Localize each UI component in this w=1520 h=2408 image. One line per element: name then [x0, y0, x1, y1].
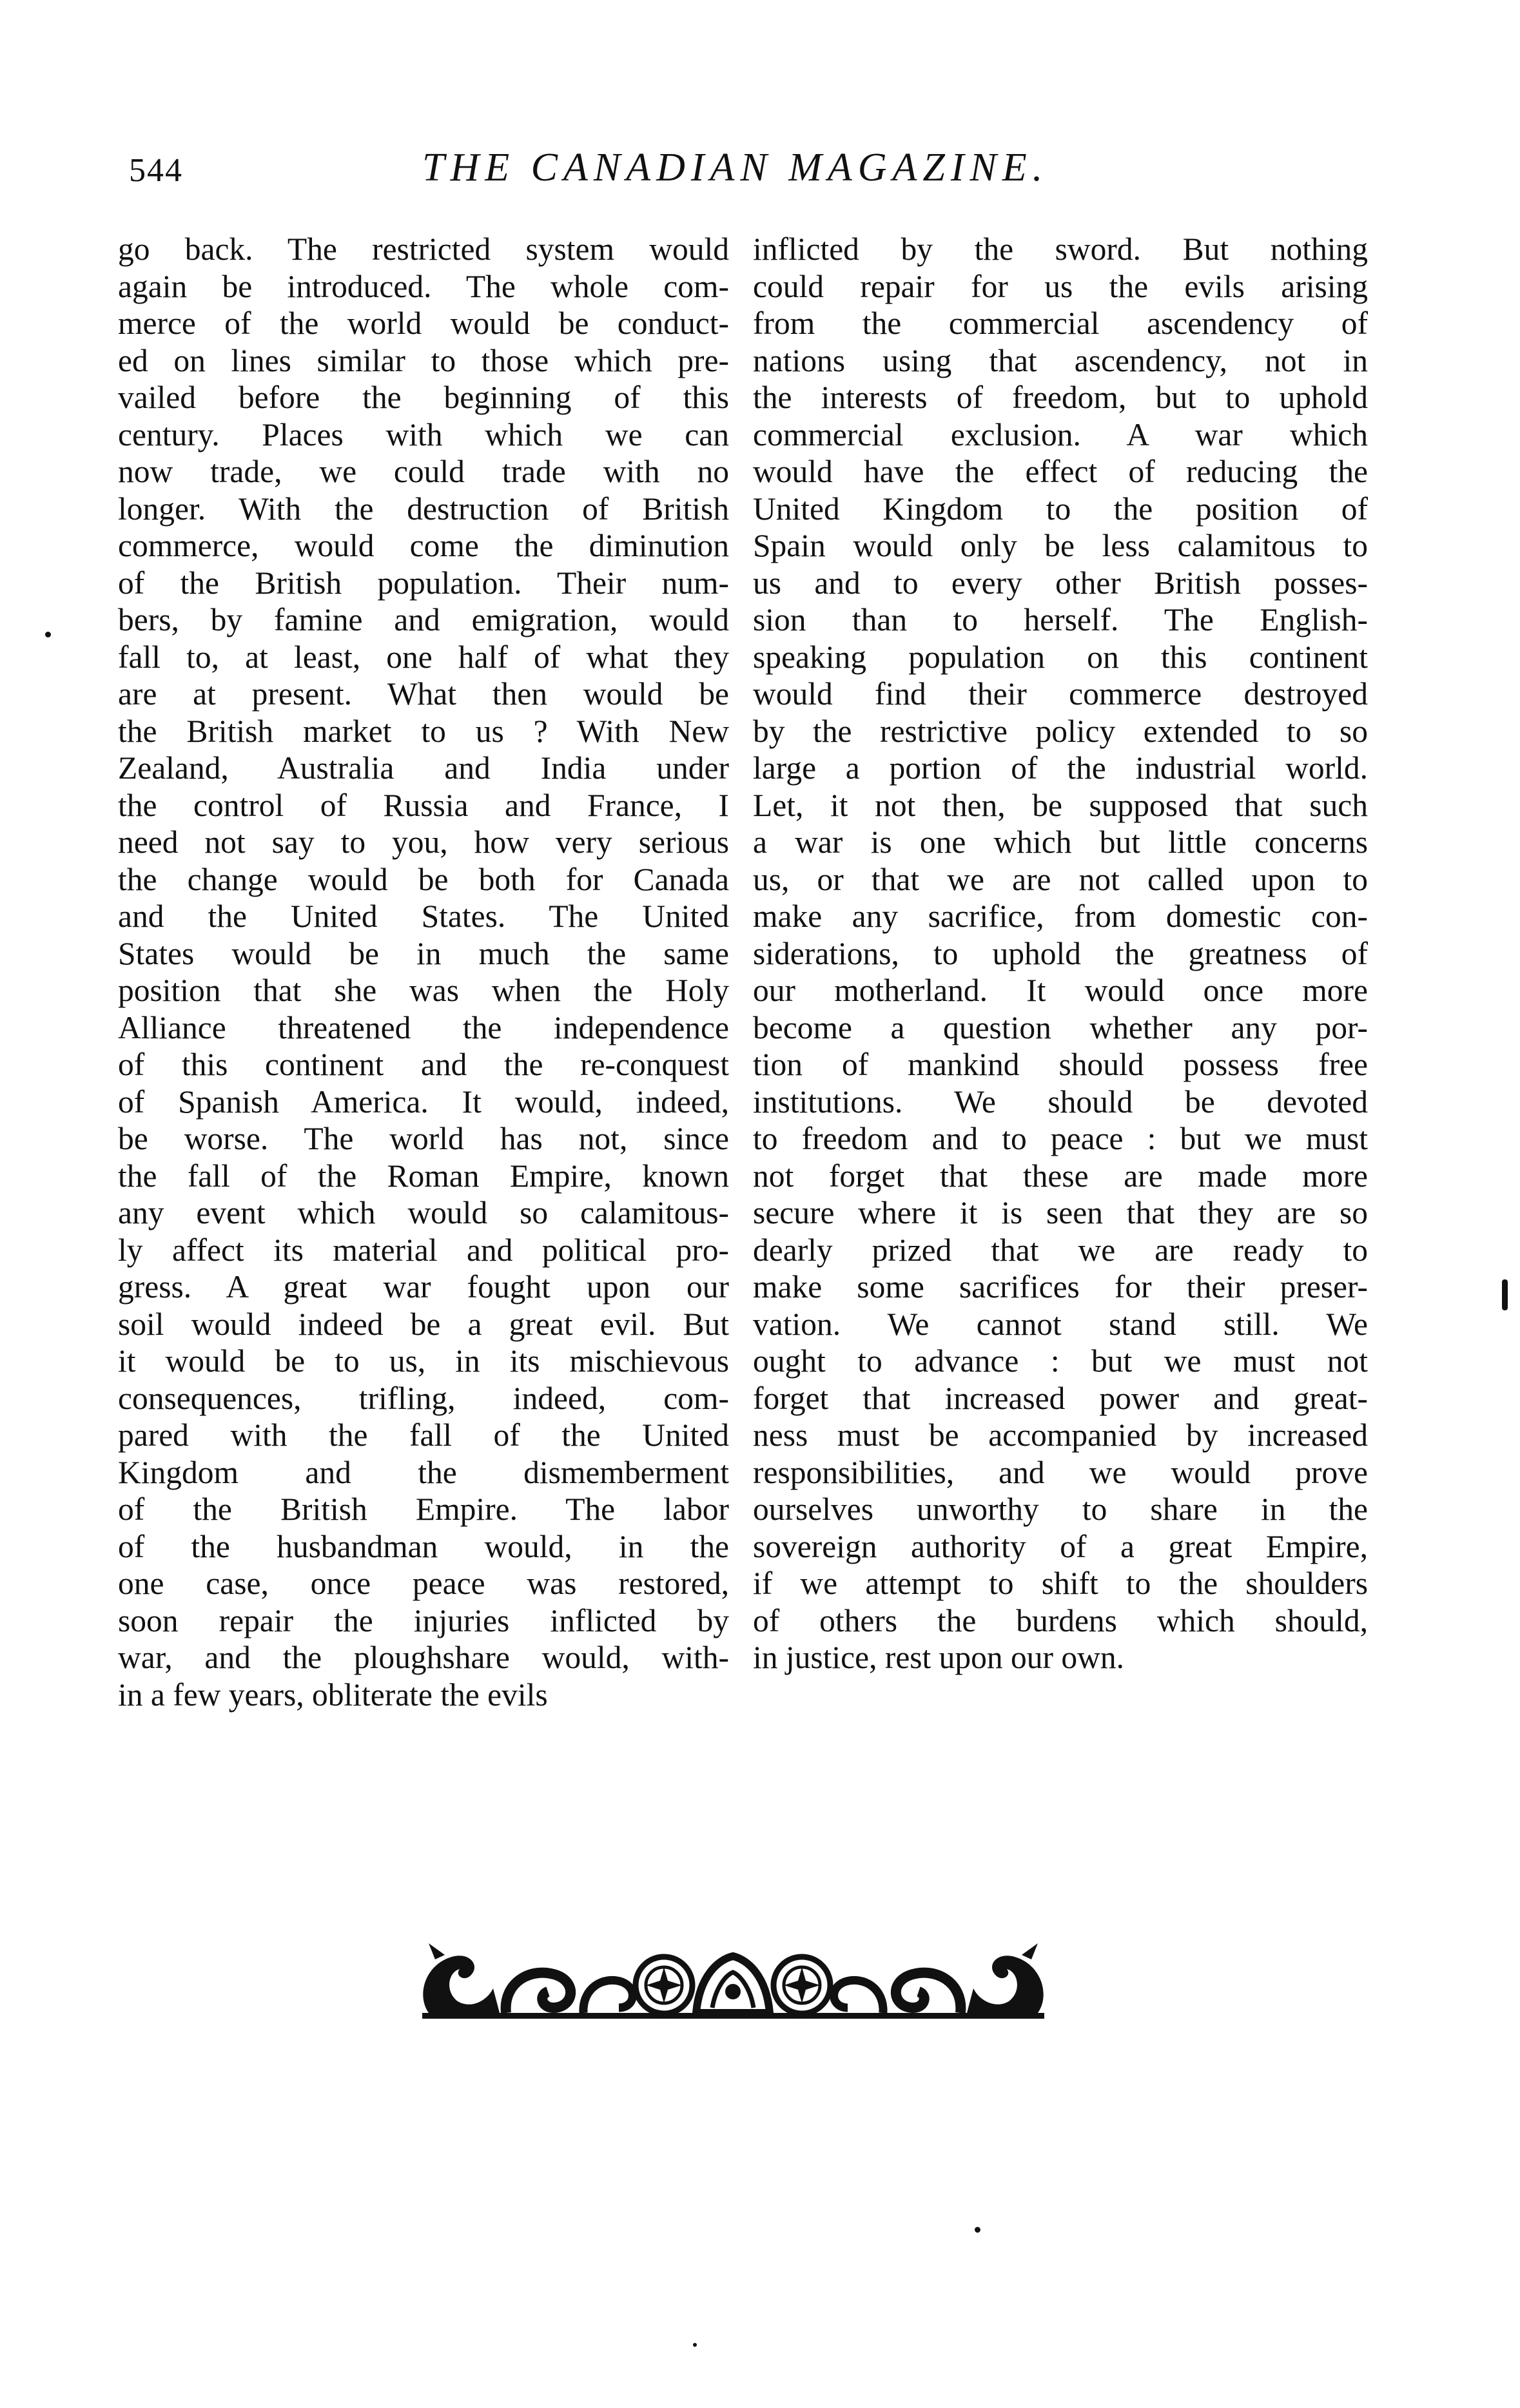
text-line: from the commercial ascendency of [753, 306, 1368, 341]
text-line: Spain would only be less calamitous to [753, 528, 1368, 563]
text-line: secure where it is seen that they are so [753, 1195, 1368, 1230]
text-line: in justice, rest upon our own. [753, 1640, 1125, 1675]
right-text-column [753, 231, 1368, 1676]
text-line: would have the effect of reducing the [753, 454, 1368, 489]
text-line: now trade, we could trade with no [118, 454, 729, 489]
text-line: ed on lines similar to those which pre- [118, 342, 729, 378]
text-line: sovereign authority of a great Empire, [753, 1528, 1368, 1564]
text-line: if we attempt to shift to the shoulders [753, 1566, 1368, 1601]
text-line: Kingdom and the dismemberment [118, 1454, 729, 1490]
text-line: one case, once peace was restored, [118, 1566, 729, 1601]
text-line: be worse. The world has not, since [118, 1121, 729, 1156]
text-line: institutions. We should be devoted [753, 1083, 1368, 1120]
text-line: any event which would so calamitous- [118, 1195, 729, 1230]
text-line: Let, it not then, be supposed that such [753, 787, 1368, 823]
text-line: go back. The restricted system would [118, 231, 729, 267]
text-line: speaking population on this continent [753, 639, 1368, 675]
text-line: in a few years, obliterate the evils [118, 1676, 548, 1713]
text-line: and the United States. The United [118, 898, 729, 934]
text-line: of the British Empire. The labor [118, 1491, 729, 1527]
text-line: make any sacrifice, from domestic con- [753, 898, 1368, 934]
text-line: of others the burdens which should, [753, 1602, 1368, 1638]
text-line: the interests of freedom, but to uphold [753, 380, 1368, 415]
text-line: dearly prized that we are ready to [753, 1232, 1368, 1268]
text-line: United Kingdom to the position of [753, 490, 1368, 527]
text-line: fall to, at least, one half of what they [118, 639, 729, 675]
text-line: make some sacrifices for their preser- [753, 1269, 1368, 1305]
text-line: the change would be both for Canada [118, 861, 729, 897]
ink-speck [45, 632, 51, 637]
text-line: could repair for us the evils arising [753, 268, 1368, 304]
text-line: consequences, trifling, indeed, com- [118, 1380, 729, 1416]
text-line: ness must be accompanied by increased [753, 1417, 1368, 1453]
running-head: THE CANADIAN MAGAZINE. [422, 146, 1049, 189]
text-line: century. Places with which we can [118, 416, 729, 452]
page-number: 544 [129, 152, 183, 189]
text-line: ought to advance : but we must not [753, 1343, 1368, 1379]
text-line: longer. With the destruction of British [118, 490, 729, 527]
text-line: war, and the ploughshare would, with- [118, 1640, 729, 1675]
decorative-tailpiece-icon [409, 1937, 1057, 2030]
text-line: not forget that these are made more [753, 1158, 1368, 1194]
text-line: us and to every other British posses- [753, 565, 1368, 601]
text-line: forget that increased power and great- [753, 1380, 1368, 1416]
text-line: nations using that ascendency, not in [753, 342, 1368, 378]
text-line: the control of Russia and France, I [118, 787, 729, 823]
text-line: commercial exclusion. A war which [753, 416, 1368, 452]
text-line: of the husbandman would, in the [118, 1528, 729, 1564]
text-line: are at present. What then would be [118, 676, 729, 712]
text-line: our motherland. It would once more [753, 973, 1368, 1008]
text-line: merce of the world would be conduct- [118, 306, 729, 341]
text-line: States would be in much the same [118, 935, 729, 971]
text-line: bers, by famine and emigration, would [118, 602, 729, 637]
text-line: it would be to us, in its mischievous [118, 1343, 729, 1379]
text-line: us, or that we are not called upon to [753, 861, 1368, 897]
text-line: soil would indeed be a great evil. But [118, 1306, 729, 1342]
text-line: vailed before the beginning of this [118, 380, 729, 415]
text-line: to freedom and to peace : but we must [753, 1121, 1368, 1156]
ink-speck [693, 2343, 697, 2347]
text-line: would find their commerce destroyed [753, 676, 1368, 712]
text-line: gress. A great war fought upon our [118, 1269, 729, 1305]
text-line: the British market to us ? With New [118, 713, 729, 749]
text-line: siderations, to uphold the greatness of [753, 935, 1368, 971]
text-line: again be introduced. The whole com- [118, 268, 729, 304]
text-line: Zealand, Australia and India under [118, 750, 729, 786]
text-line: commerce, would come the diminution [118, 528, 729, 563]
text-line: become a question whether any por- [753, 1009, 1368, 1045]
text-line: soon repair the injuries inflicted by [118, 1602, 729, 1638]
text-line: vation. We cannot stand still. We [753, 1306, 1368, 1342]
ink-speck [975, 2227, 980, 2233]
text-line: ly affect its material and political pro- [118, 1232, 729, 1268]
text-line: pared with the fall of the United [118, 1417, 729, 1453]
left-text-column [118, 231, 729, 1713]
text-line: of this continent and the re-conquest [118, 1047, 729, 1082]
text-line: by the restrictive policy extended to so [753, 713, 1368, 749]
text-line: of Spanish America. It would, indeed, [118, 1083, 729, 1120]
text-line: inflicted by the sword. But nothing [753, 231, 1368, 267]
text-line: need not say to you, how very serious [118, 824, 729, 860]
page-header [129, 145, 1367, 203]
text-line: Alliance threatened the independence [118, 1009, 729, 1045]
text-line: position that she was when the Holy [118, 973, 729, 1008]
text-line: sion than to herself. The English- [753, 602, 1368, 637]
text-line: ourselves unworthy to share in the [753, 1491, 1368, 1527]
text-line: of the British population. Their num- [118, 565, 729, 601]
text-line: a war is one which but little concerns [753, 824, 1368, 860]
text-line: responsibilities, and we would prove [753, 1454, 1368, 1490]
text-line: tion of mankind should possess free [753, 1047, 1368, 1082]
margin-mark [1502, 1279, 1508, 1310]
text-line: the fall of the Roman Empire, known [118, 1158, 729, 1194]
text-line: large a portion of the industrial world. [753, 750, 1368, 786]
